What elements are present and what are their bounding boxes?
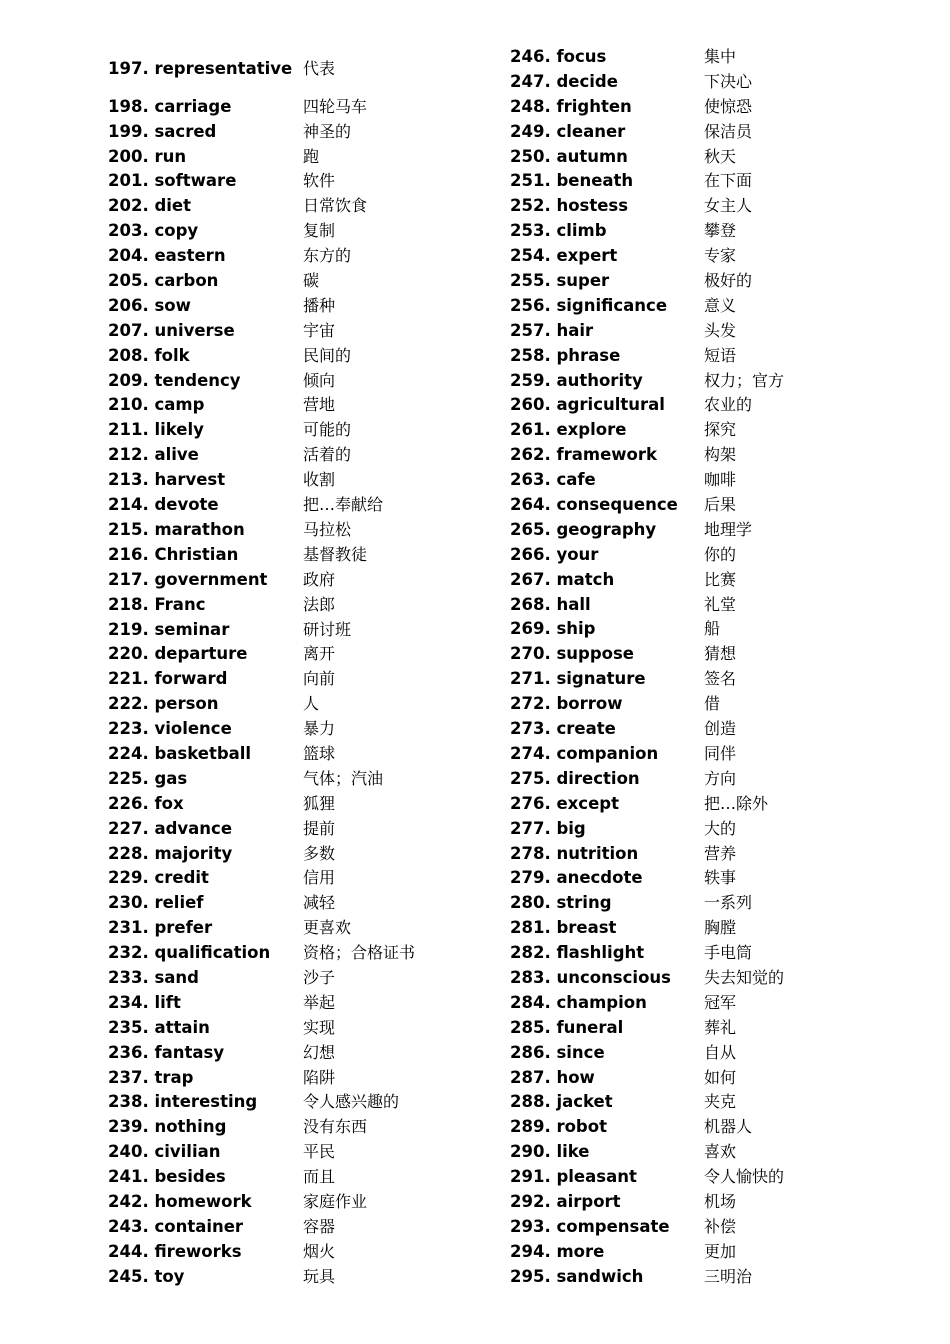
chinese-meaning: 把…除外 <box>704 793 769 813</box>
vocab-row <box>510 866 910 891</box>
english-word: 271. signature <box>510 669 646 689</box>
chinese-meaning: 礼堂 <box>704 594 737 614</box>
chinese-meaning: 喜欢 <box>704 1142 737 1162</box>
chinese-meaning: 代表 <box>303 59 336 79</box>
chinese-meaning: 资格；合格证书 <box>303 943 416 963</box>
chinese-meaning: 冠军 <box>704 992 737 1012</box>
chinese-meaning: 比赛 <box>704 569 737 589</box>
vocab-row <box>510 692 910 717</box>
vocab-row <box>108 1016 498 1041</box>
english-word: 260. agricultural <box>510 395 665 415</box>
chinese-meaning: 极好的 <box>704 271 753 291</box>
vocab-row <box>108 443 498 468</box>
english-word: 285. funeral <box>510 1017 624 1037</box>
english-word: 233. sand <box>108 967 199 987</box>
chinese-meaning: 研讨班 <box>303 619 352 639</box>
vocab-row <box>510 169 910 194</box>
vocab-row <box>108 1165 498 1190</box>
chinese-meaning: 攀登 <box>704 221 737 241</box>
english-word: 286. since <box>510 1042 605 1062</box>
english-word: 257. hair <box>510 320 594 340</box>
english-word: 216. Christian <box>108 544 239 564</box>
english-word: 202. diet <box>108 196 191 216</box>
english-word: 277. big <box>510 818 586 838</box>
vocab-row <box>510 742 910 767</box>
chinese-meaning: 暴力 <box>303 719 336 739</box>
vocab-row <box>108 1215 498 1240</box>
chinese-meaning: 宇宙 <box>303 320 336 340</box>
chinese-meaning: 软件 <box>303 171 336 191</box>
chinese-meaning: 头发 <box>704 320 737 340</box>
vocab-row <box>510 1041 910 1066</box>
chinese-meaning: 日常饮食 <box>303 196 368 216</box>
chinese-meaning: 提前 <box>303 818 336 838</box>
english-word: 261. explore <box>510 420 627 440</box>
english-word: 294. more <box>510 1241 605 1261</box>
vocab-row <box>108 120 498 145</box>
vocab-row <box>510 269 910 294</box>
vocab-row <box>510 1215 910 1240</box>
chinese-meaning: 轶事 <box>704 868 737 888</box>
chinese-meaning: 平民 <box>303 1142 336 1162</box>
chinese-meaning: 实现 <box>303 1017 336 1037</box>
chinese-meaning: 多数 <box>303 843 336 863</box>
chinese-meaning: 意义 <box>704 295 737 315</box>
english-word: 290. like <box>510 1142 590 1162</box>
chinese-meaning: 可能的 <box>303 420 352 440</box>
chinese-meaning: 幻想 <box>303 1042 336 1062</box>
vocab-row <box>108 45 498 95</box>
chinese-meaning: 营养 <box>704 843 737 863</box>
vocab-row <box>108 1066 498 1091</box>
english-word: 214. devote <box>108 495 219 515</box>
chinese-meaning: 神圣的 <box>303 121 352 141</box>
chinese-meaning: 葬礼 <box>704 1017 737 1037</box>
english-word: 246. focus <box>510 47 607 66</box>
english-word: 225. gas <box>108 768 188 788</box>
chinese-meaning: 容器 <box>303 1216 336 1236</box>
vocab-row <box>108 1265 498 1290</box>
vocab-row <box>108 145 498 170</box>
vocab-row <box>510 1115 910 1140</box>
vocab-row <box>510 145 910 170</box>
english-word: 241. besides <box>108 1167 226 1187</box>
vocab-row <box>108 667 498 692</box>
chinese-meaning: 陷阱 <box>303 1067 336 1087</box>
chinese-meaning: 收割 <box>303 470 336 490</box>
vocab-row <box>108 219 498 244</box>
vocab-row <box>108 294 498 319</box>
english-word: 243. container <box>108 1216 244 1236</box>
english-word: 250. autumn <box>510 146 628 166</box>
english-word: 280. string <box>510 893 612 913</box>
vocab-row <box>510 941 910 966</box>
english-word: 210. camp <box>108 395 205 415</box>
english-word: 284. champion <box>510 992 647 1012</box>
vocab-row <box>108 1140 498 1165</box>
english-word: 255. super <box>510 271 610 291</box>
vocab-row <box>108 344 498 369</box>
english-word: 206. sow <box>108 295 191 315</box>
vocab-row <box>510 891 910 916</box>
chinese-meaning: 狐狸 <box>303 793 336 813</box>
english-word: 264. consequence <box>510 495 678 515</box>
chinese-meaning: 烟火 <box>303 1241 336 1261</box>
english-word: 269. ship <box>510 619 596 639</box>
chinese-meaning: 三明治 <box>704 1266 753 1286</box>
vocab-row <box>510 617 910 642</box>
chinese-meaning: 女主人 <box>704 196 753 216</box>
chinese-meaning: 家庭作业 <box>303 1191 368 1211</box>
english-word: 263. cafe <box>510 470 596 490</box>
chinese-meaning: 借 <box>704 694 721 714</box>
chinese-meaning: 地理学 <box>704 519 753 539</box>
english-word: 221. forward <box>108 669 228 689</box>
english-word: 218. Franc <box>108 594 206 614</box>
english-word: 256. significance <box>510 295 668 315</box>
vocab-row <box>510 1190 910 1215</box>
english-word: 262. framework <box>510 445 657 465</box>
chinese-meaning: 倾向 <box>303 370 336 390</box>
chinese-meaning: 没有东西 <box>303 1117 368 1137</box>
vocab-row <box>510 418 910 443</box>
english-word: 198. carriage <box>108 96 232 116</box>
chinese-meaning: 咖啡 <box>704 470 737 490</box>
chinese-meaning: 专家 <box>704 246 737 266</box>
english-word: 274. companion <box>510 743 659 763</box>
english-word: 253. climb <box>510 221 607 241</box>
vocab-row <box>510 916 910 941</box>
chinese-meaning: 东方的 <box>303 246 352 266</box>
english-word: 281. breast <box>510 918 617 938</box>
vocab-row <box>510 667 910 692</box>
vocab-row <box>108 891 498 916</box>
chinese-meaning: 后果 <box>704 495 737 515</box>
english-word: 222. person <box>108 694 219 714</box>
chinese-meaning: 创造 <box>704 719 737 739</box>
vocab-row <box>108 468 498 493</box>
vocab-row <box>510 717 910 742</box>
vocab-row <box>108 518 498 543</box>
chinese-meaning: 补偿 <box>704 1216 737 1236</box>
chinese-meaning: 篮球 <box>303 743 336 763</box>
english-word: 205. carbon <box>108 271 219 291</box>
english-word: 283. unconscious <box>510 967 671 987</box>
vocab-row <box>510 1016 910 1041</box>
english-word: 200. run <box>108 146 187 166</box>
chinese-meaning: 马拉松 <box>303 519 352 539</box>
english-word: 259. authority <box>510 370 643 390</box>
chinese-meaning: 令人愉快的 <box>704 1167 785 1187</box>
english-word: 217. government <box>108 569 268 589</box>
vocab-row <box>108 1041 498 1066</box>
vocab-row <box>108 717 498 742</box>
chinese-meaning: 签名 <box>704 669 737 689</box>
english-word: 219. seminar <box>108 619 230 639</box>
chinese-meaning: 船 <box>704 619 721 639</box>
vocab-row <box>510 767 910 792</box>
english-word: 197. representative <box>108 59 293 79</box>
english-word: 236. fantasy <box>108 1042 225 1062</box>
chinese-meaning: 更喜欢 <box>303 918 352 938</box>
english-word: 230. relief <box>108 893 204 913</box>
vocab-row <box>108 792 498 817</box>
english-word: 215. marathon <box>108 519 245 539</box>
vocab-row <box>108 169 498 194</box>
english-word: 273. create <box>510 719 616 739</box>
vocab-row <box>108 269 498 294</box>
chinese-meaning: 播种 <box>303 295 336 315</box>
vocab-row <box>108 991 498 1016</box>
vocab-row <box>510 792 910 817</box>
english-word: 295. sandwich <box>510 1266 644 1286</box>
chinese-meaning: 气体；汽油 <box>303 768 384 788</box>
english-word: 228. majority <box>108 843 233 863</box>
vocab-row <box>108 1090 498 1115</box>
vocab-row <box>510 543 910 568</box>
chinese-meaning: 沙子 <box>303 967 336 987</box>
english-word: 201. software <box>108 171 237 191</box>
english-word: 252. hostess <box>510 196 629 216</box>
english-word: 275. direction <box>510 768 640 788</box>
english-word: 293. compensate <box>510 1216 670 1236</box>
vocab-row <box>108 692 498 717</box>
chinese-meaning: 使惊恐 <box>704 96 753 116</box>
vocab-row <box>510 842 910 867</box>
vocab-row <box>510 518 910 543</box>
english-word: 254. expert <box>510 246 618 266</box>
english-word: 220. departure <box>108 644 248 664</box>
chinese-meaning: 你的 <box>704 544 737 564</box>
vocab-row <box>510 1265 910 1290</box>
english-word: 237. trap <box>108 1067 194 1087</box>
vocab-row <box>510 344 910 369</box>
chinese-meaning: 营地 <box>303 395 336 415</box>
vocab-row <box>510 219 910 244</box>
vocab-row <box>510 642 910 667</box>
english-word: 244. fireworks <box>108 1241 242 1261</box>
chinese-meaning: 探究 <box>704 420 737 440</box>
chinese-meaning: 减轻 <box>303 893 336 913</box>
english-word: 208. folk <box>108 345 190 365</box>
vocab-row <box>108 1115 498 1140</box>
vocab-row <box>108 767 498 792</box>
vocab-row <box>108 568 498 593</box>
vocab-row <box>108 319 498 344</box>
vocab-row <box>510 966 910 991</box>
chinese-meaning: 胸膛 <box>704 918 737 938</box>
chinese-meaning: 同伴 <box>704 743 737 763</box>
chinese-meaning: 信用 <box>303 868 336 888</box>
chinese-meaning: 构架 <box>704 445 737 465</box>
vocab-row <box>108 95 498 120</box>
english-word: 279. anecdote <box>510 868 643 888</box>
vocab-row <box>108 493 498 518</box>
chinese-meaning: 农业的 <box>704 395 753 415</box>
english-word: 211. likely <box>108 420 204 440</box>
chinese-meaning: 法郎 <box>303 594 336 614</box>
english-word: 245. toy <box>108 1266 185 1286</box>
english-word: 229. credit <box>108 868 209 888</box>
english-word: 213. harvest <box>108 470 226 490</box>
english-word: 282. flashlight <box>510 943 645 963</box>
chinese-meaning: 更加 <box>704 1241 737 1261</box>
chinese-meaning: 失去知觉的 <box>704 967 785 987</box>
vocab-row <box>510 1066 910 1091</box>
vocab-row <box>510 244 910 269</box>
english-word: 291. pleasant <box>510 1167 637 1187</box>
english-word: 212. alive <box>108 445 199 465</box>
vocab-row <box>510 568 910 593</box>
chinese-meaning: 向前 <box>303 669 336 689</box>
english-word: 224. basketball <box>108 743 252 763</box>
chinese-meaning: 令人感兴趣的 <box>303 1092 400 1112</box>
english-word: 287. how <box>510 1067 595 1087</box>
chinese-meaning: 把…奉献给 <box>303 495 384 515</box>
english-word: 265. geography <box>510 519 657 539</box>
chinese-meaning: 碳 <box>303 271 320 291</box>
chinese-meaning: 手电筒 <box>704 943 753 963</box>
chinese-meaning: 活着的 <box>303 445 352 465</box>
english-word: 239. nothing <box>108 1117 227 1137</box>
vocab-row <box>510 468 910 493</box>
chinese-meaning: 短语 <box>704 345 737 365</box>
english-word: 292. airport <box>510 1191 621 1211</box>
english-word: 226. fox <box>108 793 184 813</box>
english-word: 235. attain <box>108 1017 210 1037</box>
chinese-meaning: 机器人 <box>704 1117 753 1137</box>
vocab-row <box>510 369 910 394</box>
vocab-row <box>108 941 498 966</box>
chinese-meaning: 复制 <box>303 221 336 241</box>
chinese-meaning: 猜想 <box>704 644 737 664</box>
english-word: 203. copy <box>108 221 199 241</box>
english-word: 199. sacred <box>108 121 217 141</box>
vocab-row <box>510 319 910 344</box>
english-word: 288. jacket <box>510 1092 613 1112</box>
chinese-meaning: 下决心 <box>704 71 753 91</box>
chinese-meaning: 大的 <box>704 818 737 838</box>
left-vocabulary-column <box>108 45 498 1290</box>
vocab-row <box>108 618 498 643</box>
vocab-row <box>510 393 910 418</box>
vocab-row <box>108 1190 498 1215</box>
chinese-meaning: 夹克 <box>704 1092 737 1112</box>
english-word: 278. nutrition <box>510 843 639 863</box>
english-word: 227. advance <box>108 818 233 838</box>
english-word: 232. qualification <box>108 943 271 963</box>
english-word: 266. your <box>510 544 599 564</box>
vocab-row <box>108 1240 498 1265</box>
chinese-meaning: 机场 <box>704 1191 737 1211</box>
vocab-row <box>108 916 498 941</box>
vocab-row <box>510 70 910 95</box>
chinese-meaning: 基督教徒 <box>303 544 368 564</box>
vocab-row <box>108 418 498 443</box>
chinese-meaning: 跑 <box>303 146 320 166</box>
vocab-row <box>510 493 910 518</box>
english-word: 248. frighten <box>510 96 632 116</box>
chinese-meaning: 一系列 <box>704 893 753 913</box>
chinese-meaning: 举起 <box>303 992 336 1012</box>
english-word: 272. borrow <box>510 694 623 714</box>
vocab-row <box>108 642 498 667</box>
vocab-row <box>510 1165 910 1190</box>
vocab-row <box>108 194 498 219</box>
chinese-meaning: 集中 <box>704 47 737 66</box>
english-word: 238. interesting <box>108 1092 258 1112</box>
english-word: 223. violence <box>108 719 232 739</box>
vocab-row <box>510 593 910 618</box>
english-word: 240. civilian <box>108 1142 221 1162</box>
english-word: 234. lift <box>108 992 181 1012</box>
english-word: 207. universe <box>108 320 235 340</box>
english-word: 209. tendency <box>108 370 241 390</box>
vocab-row <box>510 443 910 468</box>
vocab-row <box>510 817 910 842</box>
chinese-meaning: 方向 <box>704 768 737 788</box>
chinese-meaning: 权力；官方 <box>704 370 785 390</box>
chinese-meaning: 玩具 <box>303 1266 336 1286</box>
english-word: 289. robot <box>510 1117 607 1137</box>
right-vocabulary-column <box>510 45 910 1290</box>
vocab-row <box>108 817 498 842</box>
chinese-meaning: 自从 <box>704 1042 737 1062</box>
vocab-row <box>108 244 498 269</box>
english-word: 276. except <box>510 793 619 813</box>
chinese-meaning: 秋天 <box>704 146 737 166</box>
english-word: 251. beneath <box>510 171 634 191</box>
vocab-row <box>108 966 498 991</box>
vocab-row <box>510 45 910 70</box>
english-word: 258. phrase <box>510 345 621 365</box>
vocab-row <box>108 842 498 867</box>
chinese-meaning: 四轮马车 <box>303 96 368 116</box>
vocab-row <box>510 120 910 145</box>
english-word: 247. decide <box>510 71 618 91</box>
english-word: 267. match <box>510 569 615 589</box>
vocab-row <box>510 1240 910 1265</box>
chinese-meaning: 民间的 <box>303 345 352 365</box>
english-word: 231. prefer <box>108 918 213 938</box>
vocab-row <box>510 1140 910 1165</box>
vocab-row <box>510 194 910 219</box>
english-word: 242. homework <box>108 1191 252 1211</box>
english-word: 249. cleaner <box>510 121 626 141</box>
chinese-meaning: 人 <box>303 694 320 714</box>
chinese-meaning: 而且 <box>303 1167 336 1187</box>
chinese-meaning: 保洁员 <box>704 121 753 141</box>
chinese-meaning: 离开 <box>303 644 336 664</box>
vocab-row <box>108 742 498 767</box>
vocab-row <box>108 393 498 418</box>
vocab-row <box>108 866 498 891</box>
vocab-row <box>510 95 910 120</box>
vocab-row <box>108 543 498 568</box>
vocab-row <box>510 991 910 1016</box>
english-word: 268. hall <box>510 594 591 614</box>
chinese-meaning: 政府 <box>303 569 336 589</box>
vocab-row <box>108 593 498 618</box>
chinese-meaning: 如何 <box>704 1067 737 1087</box>
english-word: 270. suppose <box>510 644 634 664</box>
vocab-row <box>510 1090 910 1115</box>
chinese-meaning: 在下面 <box>704 171 753 191</box>
english-word: 204. eastern <box>108 246 226 266</box>
vocab-row <box>510 294 910 319</box>
vocab-row <box>108 369 498 394</box>
